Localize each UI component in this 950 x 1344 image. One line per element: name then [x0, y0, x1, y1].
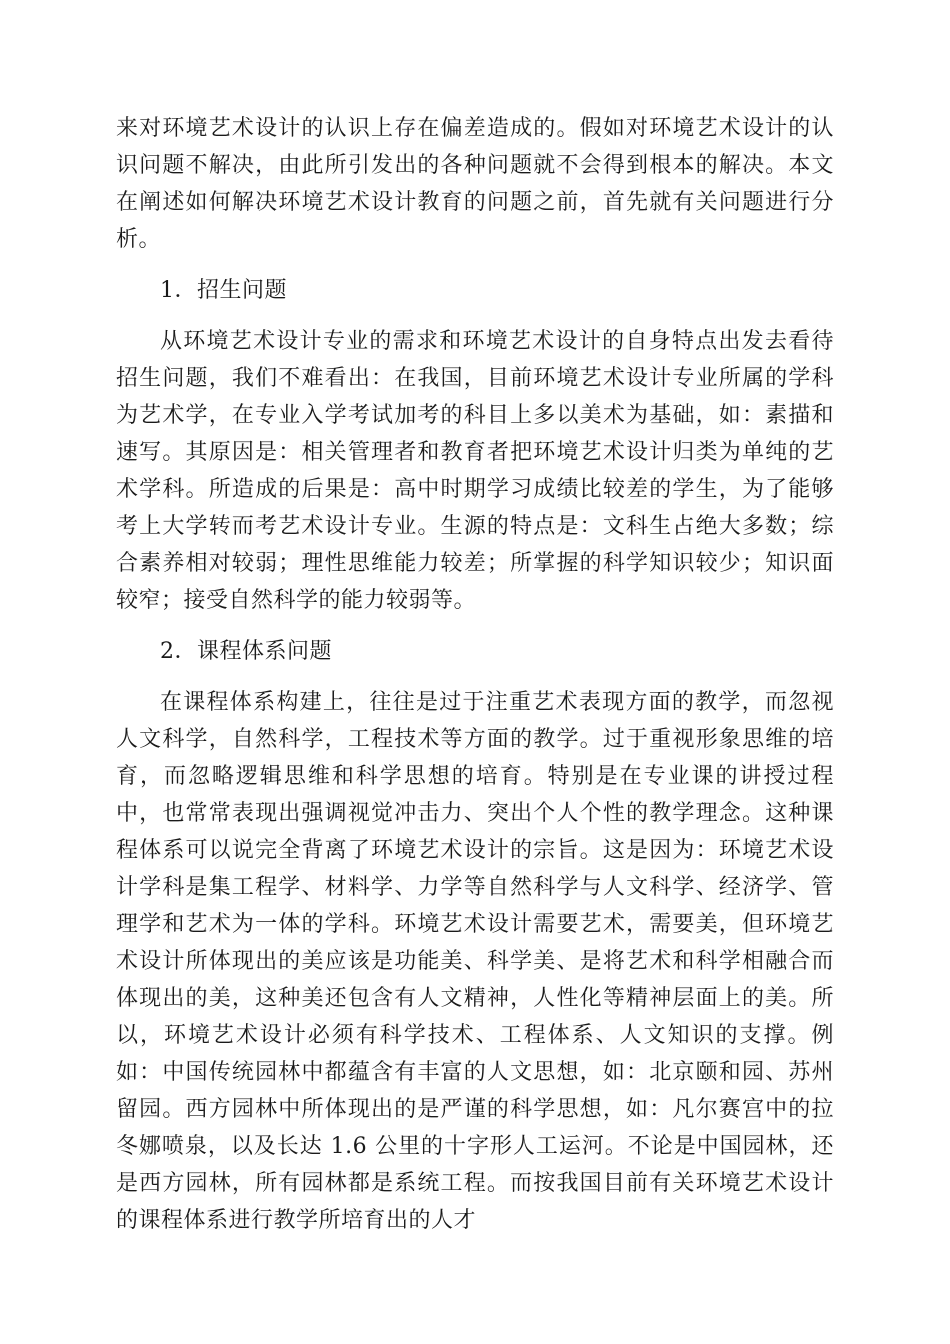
section-heading-curriculum: 2．课程体系问题 — [160, 639, 332, 664]
section-paragraph-enrollment: 从环境艺术设计专业的需求和环境艺术设计的自身特点出发去看待招生问题，我们不难看出：在我国，目前环境艺术设计专业所属的学科为艺术学，在专业入学考试加考的科目上多以美术为基础，如：素描和速写。其原因是：相关管理者和教育者把环境艺术设计归类为单纯的艺术学科。所造成的后果是：高中时期学习成绩比较差的学生，为了能够考上大学转而考艺术设计专业。生源的特点是：文科生占绝大多数；综合素养相对较弱；理性思维能力较差；所掌握的科学知识较少；知识面较窄；接受自然科学的能力较弱等。 — [116, 329, 834, 613]
section-heading-enrollment: 1．招生问题 — [160, 278, 287, 303]
document-page — [116, 110, 834, 1239]
section-paragraph-curriculum: 在课程体系构建上，往往是过于注重艺术表现方面的教学，而忽视人文科学，自然科学，工程技术等方面的教学。过于重视形象思维的培育，而忽略逻辑思维和科学思想的培育。特别是在专业课的讲授过程中，也常常表现出强调视觉冲击力、突出个人个性的教学理念。这种课程体系可以说完全背离了环境艺术设计的宗旨。这是因为：环境艺术设计学科是集工程学、材料学、力学等自然科学与人文科学、经济学、管理学和艺术为一体的学科。环境艺术设计需要艺术，需要美，但环境艺术设计所体现出的美应该是功能美、科学美、是将艺术和科学相融合而体现出的美，这种美还包含有人文精神，人性化等精神层面上的美。所以，环境艺术设计必须有科学技术、工程体系、人文知识的支撑。例如：中国传统园林中都蕴含有丰富的人文思想，如：北京颐和园、苏州留园。西方园林中所体现出的是严谨的科学思想，如：凡尔赛宫中的拉冬娜喷泉，以及长达 1.6 公里的十字形人工运河。不论是中国园林，还是西方园林，所有园林都是系统工程。而按我国目前有关环境艺术设计的课程体系进行教学所培育出的人才 — [116, 690, 834, 1233]
intro-paragraph: 来对环境艺术设计的认识上存在偏差造成的。假如对环境艺术设计的认识问题不解决，由此所引发出的各种问题就不会得到根本的解决。本文在阐述如何解决环境艺术设计教育的问题之前，首先就有关问题进行分析。 — [116, 116, 834, 252]
